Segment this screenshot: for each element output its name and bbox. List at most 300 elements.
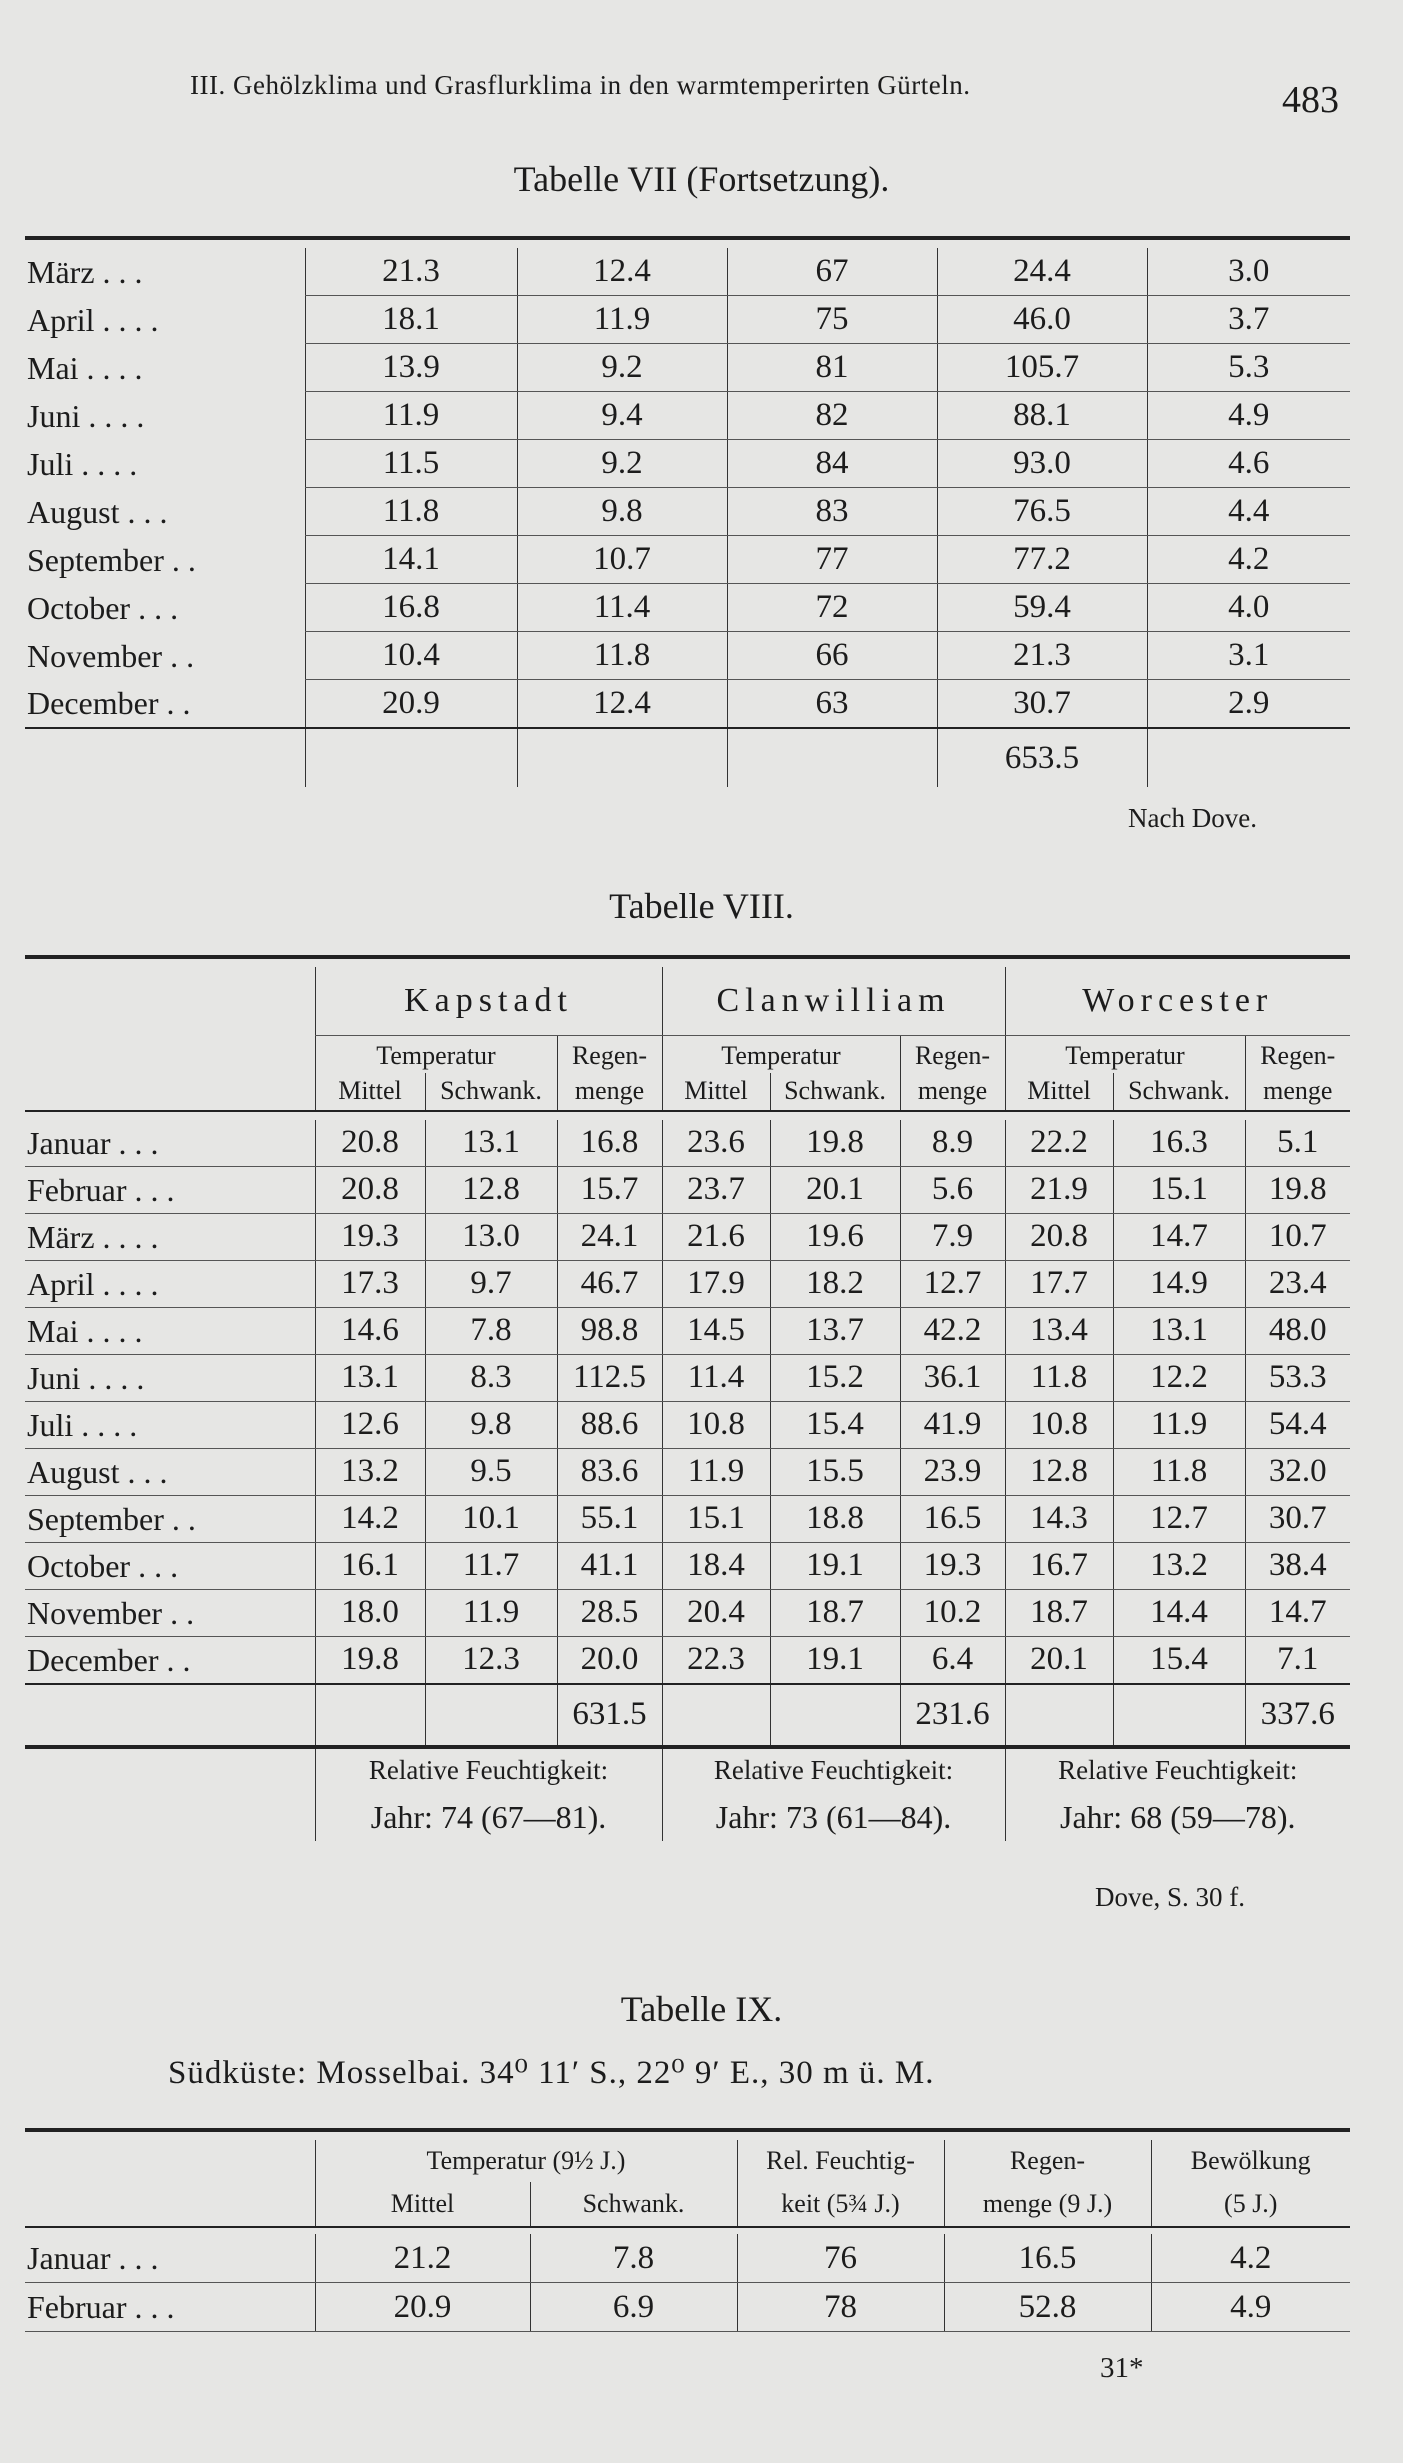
table8 (25, 955, 1350, 1841)
empty-cell (25, 1684, 315, 1747)
table-cell: 53.3 (1245, 1354, 1350, 1401)
table-cell: 11.9 (1113, 1401, 1245, 1448)
table-cell: 14.5 (662, 1307, 770, 1354)
temperature-header: Temperatur (315, 1036, 557, 1073)
month-label: Mai . . . . (27, 349, 143, 386)
table-cell: 22.2 (1005, 1120, 1113, 1167)
empty-cell (727, 728, 937, 787)
table-cell: 23.6 (662, 1120, 770, 1167)
table-cell: 72 (727, 584, 937, 632)
table-cell: 11.8 (517, 632, 727, 680)
table-cell: 13.2 (315, 1448, 425, 1495)
table-cell: 46.0 (937, 296, 1147, 344)
table-cell: 14.2 (315, 1495, 425, 1542)
cloud-header: Bewölkung (1151, 2140, 1350, 2182)
table-cell: 7.8 (530, 2234, 737, 2283)
table-cell: 4.6 (1147, 440, 1350, 488)
table-cell: 20.8 (315, 1166, 425, 1213)
month-label: März . . . (27, 253, 143, 290)
table-row (25, 2283, 1350, 2332)
month-label: Juni . . . . (27, 397, 145, 434)
mittel-header: Mittel (315, 1073, 425, 1111)
empty-cell (315, 1684, 425, 1747)
table-cell: 55.1 (557, 1495, 662, 1542)
table-cell: 2.9 (1147, 680, 1350, 729)
spacer (25, 1111, 1350, 1120)
table-cell: 19.3 (900, 1542, 1005, 1589)
empty-cell (517, 728, 727, 787)
table-cell: 13.4 (1005, 1307, 1113, 1354)
table-cell: 6.9 (530, 2283, 737, 2332)
empty-cell (1147, 728, 1350, 787)
month-label: November . . (25, 1589, 315, 1636)
table-cell: 76 (737, 2234, 944, 2283)
table-cell: 21.3 (937, 632, 1147, 680)
table-cell: 4.2 (1151, 2234, 1350, 2283)
table-cell: 14.7 (1245, 1589, 1350, 1636)
table-cell: 19.8 (770, 1120, 900, 1167)
table-row (25, 2234, 1350, 2283)
table-row (25, 680, 1350, 729)
table-cell: 7.1 (1245, 1636, 1350, 1684)
table-cell: 12.2 (1113, 1354, 1245, 1401)
table-cell: 54.4 (1245, 1401, 1350, 1448)
table-cell: 16.7 (1005, 1542, 1113, 1589)
month-label: August . . . (27, 493, 168, 530)
table-cell: 5.6 (900, 1166, 1005, 1213)
table-cell: 7.8 (425, 1307, 557, 1354)
top-rule (25, 238, 1350, 248)
table-row (25, 1636, 1350, 1684)
table-cell: 3.7 (1147, 296, 1350, 344)
empty-cell (1113, 1684, 1245, 1747)
table-cell: 41.1 (557, 1542, 662, 1589)
month-label: December . . (25, 1636, 315, 1684)
month-label: Juni . . . . (25, 1354, 315, 1401)
table-cell: 83.6 (557, 1448, 662, 1495)
table-cell: 24.4 (937, 248, 1147, 296)
table-row (25, 248, 1350, 296)
month-label: October . . . (25, 1542, 315, 1589)
rel-humidity-label: Relative Feuchtigkeit: (662, 1747, 1005, 1793)
table-cell: 48.0 (1245, 1307, 1350, 1354)
table-cell: 6.4 (900, 1636, 1005, 1684)
table-cell: 46.7 (557, 1260, 662, 1307)
table-cell: 59.4 (937, 584, 1147, 632)
table-cell: 82 (727, 392, 937, 440)
month-label: Januar . . . (25, 1120, 315, 1167)
table-cell: 77.2 (937, 536, 1147, 584)
month-label: Juli . . . . (27, 445, 138, 482)
month-label: Januar . . . (25, 2234, 315, 2283)
month-label: Juli . . . . (25, 1401, 315, 1448)
table-cell: 36.1 (900, 1354, 1005, 1401)
table-cell: 78 (737, 2283, 944, 2332)
table7-top-rule (25, 238, 1350, 248)
table-row (25, 1354, 1350, 1401)
table-cell: 41.9 (900, 1401, 1005, 1448)
table-cell: 18.7 (1005, 1589, 1113, 1636)
table-cell: 11.4 (517, 584, 727, 632)
table-cell: 17.7 (1005, 1260, 1113, 1307)
table-cell: 83 (727, 488, 937, 536)
table-cell: 66 (727, 632, 937, 680)
table-cell: 16.8 (557, 1120, 662, 1167)
table-row (25, 488, 1350, 536)
rel-humidity-header: Rel. Feuchtig- (737, 2140, 944, 2182)
table-cell: 20.8 (1005, 1213, 1113, 1260)
table-cell: 12.4 (517, 680, 727, 729)
table-cell: 13.7 (770, 1307, 900, 1354)
table-cell: 18.4 (662, 1542, 770, 1589)
table-cell: 4.2 (1147, 536, 1350, 584)
temperature-header: Temperatur (9½ J.) (315, 2140, 737, 2182)
table-row (25, 1542, 1350, 1589)
table-cell: 20.0 (557, 1636, 662, 1684)
schwank-header: Schwank. (1113, 1073, 1245, 1111)
month-label: December . . (27, 685, 191, 722)
table8-caption: Tabelle VIII. (609, 886, 794, 926)
mittel-header: Mittel (315, 2182, 530, 2227)
table-cell: 88.1 (937, 392, 1147, 440)
table-cell: 14.1 (305, 536, 517, 584)
table-cell: 10.8 (1005, 1401, 1113, 1448)
column-header-row-1 (25, 1036, 1350, 1073)
table-cell: 30.7 (1245, 1495, 1350, 1542)
table-cell: 9.8 (425, 1401, 557, 1448)
table9-body (25, 2130, 1350, 2332)
table-cell: 13.1 (425, 1120, 557, 1167)
table-cell: 7.9 (900, 1213, 1005, 1260)
table-cell: 14.4 (1113, 1589, 1245, 1636)
table-cell: 19.1 (770, 1636, 900, 1684)
month-label: September . . (27, 541, 196, 578)
table-cell: 15.4 (1113, 1636, 1245, 1684)
page-number: 483 (1282, 79, 1339, 121)
table-cell: 42.2 (900, 1307, 1005, 1354)
table-row (25, 392, 1350, 440)
table-cell: 75 (727, 296, 937, 344)
empty-cell (1005, 1684, 1113, 1747)
table-cell: 14.7 (1113, 1213, 1245, 1260)
empty-cell (25, 1793, 315, 1841)
table-cell: 14.9 (1113, 1260, 1245, 1307)
total-value: 231.6 (900, 1684, 1005, 1747)
table-cell: 4.9 (1147, 392, 1350, 440)
table-cell: 63 (727, 680, 937, 729)
month-label: October . . . (27, 589, 179, 626)
top-rule (25, 2130, 1350, 2140)
table-cell: 20.9 (305, 680, 517, 729)
table-cell: 32.0 (1245, 1448, 1350, 1495)
table-cell: 98.8 (557, 1307, 662, 1354)
table-cell: 18.2 (770, 1260, 900, 1307)
month-label: April . . . . (27, 301, 159, 338)
table-cell: 10.2 (900, 1589, 1005, 1636)
table-cell: 21.2 (315, 2234, 530, 2283)
rel-value-row (25, 1793, 1350, 1841)
table-cell: 20.4 (662, 1589, 770, 1636)
table-cell: 10.7 (517, 536, 727, 584)
table-cell: 13.2 (1113, 1542, 1245, 1589)
table-cell: 23.4 (1245, 1260, 1350, 1307)
total-value: 337.6 (1245, 1684, 1350, 1747)
table-cell: 77 (727, 536, 937, 584)
table9 (25, 2128, 1350, 2332)
empty-cell (25, 1747, 315, 1793)
table9-top-rule (25, 2130, 1350, 2140)
empty-cell (25, 1036, 315, 1073)
table-cell: 18.8 (770, 1495, 900, 1542)
table-cell: 21.6 (662, 1213, 770, 1260)
table-cell: 10.7 (1245, 1213, 1350, 1260)
table-row (25, 1260, 1350, 1307)
rel-humidity-label: Relative Feuchtigkeit: (315, 1747, 662, 1793)
table-cell: 16.5 (944, 2234, 1151, 2283)
station-name: Worcester (1005, 967, 1350, 1036)
table-row (25, 536, 1350, 584)
month-label: September . . (25, 1495, 315, 1542)
rel-humidity-value: Jahr: 68 (59—78). (1005, 1793, 1350, 1841)
table-cell: 15.1 (1113, 1166, 1245, 1213)
table-cell: 18.1 (305, 296, 517, 344)
table-cell: 5.3 (1147, 344, 1350, 392)
table-row (25, 296, 1350, 344)
table-cell: 93.0 (937, 440, 1147, 488)
signature-mark: 31* (1100, 2352, 1144, 2384)
table-cell: 11.9 (517, 296, 727, 344)
table-cell: 19.1 (770, 1542, 900, 1589)
empty-cell (25, 967, 315, 1036)
table-cell: 16.5 (900, 1495, 1005, 1542)
table-cell: 18.0 (315, 1589, 425, 1636)
temperature-header: Temperatur (1005, 1036, 1245, 1073)
table-cell: 76.5 (937, 488, 1147, 536)
table-cell: 12.7 (1113, 1495, 1245, 1542)
table-cell: 28.5 (557, 1589, 662, 1636)
table-cell: 13.0 (425, 1213, 557, 1260)
table-cell: 13.9 (305, 344, 517, 392)
table-cell: 88.6 (557, 1401, 662, 1448)
month-label: April . . . . (25, 1260, 315, 1307)
rain-header: Regen- (900, 1036, 1005, 1073)
schwank-header: Schwank. (530, 2182, 737, 2227)
table-cell: 15.5 (770, 1448, 900, 1495)
table-row (25, 1166, 1350, 1213)
table-row (25, 1448, 1350, 1495)
table9-caption: Tabelle IX. (620, 1989, 783, 2029)
month-label: Mai . . . . (25, 1307, 315, 1354)
rel-humidity-label: Relative Feuchtigkeit: (1005, 1747, 1350, 1793)
table-cell: 11.8 (305, 488, 517, 536)
table8-body (25, 957, 1350, 1841)
table-cell: 10.4 (305, 632, 517, 680)
table-cell: 8.9 (900, 1120, 1005, 1167)
spacer-row (25, 1111, 1350, 1120)
table-cell: 19.6 (770, 1213, 900, 1260)
table-row (25, 1307, 1350, 1354)
rain-header-2: menge (9 J.) (944, 2182, 1151, 2227)
empty-cell (25, 2182, 315, 2227)
table-cell: 17.9 (662, 1260, 770, 1307)
table-cell: 16.1 (315, 1542, 425, 1589)
table-cell: 23.7 (662, 1166, 770, 1213)
table-cell: 15.4 (770, 1401, 900, 1448)
table-cell: 11.8 (1113, 1448, 1245, 1495)
table7 (25, 236, 1350, 787)
table-cell: 67 (727, 248, 937, 296)
table-cell: 38.4 (1245, 1542, 1350, 1589)
table-cell: 12.6 (315, 1401, 425, 1448)
table-cell: 9.2 (517, 440, 727, 488)
table-row (25, 344, 1350, 392)
station-header-row (25, 967, 1350, 1036)
rain-header-2: menge (1245, 1073, 1350, 1111)
table-cell: 19.3 (315, 1213, 425, 1260)
rain-header-2: menge (900, 1073, 1005, 1111)
schwank-header: Schwank. (770, 1073, 900, 1111)
total-value: 653.5 (937, 728, 1147, 787)
table9-header-row-2 (25, 2182, 1350, 2227)
table-cell: 30.7 (937, 680, 1147, 729)
table-cell: 9.2 (517, 344, 727, 392)
table-cell: 11.5 (305, 440, 517, 488)
table-cell: 16.8 (305, 584, 517, 632)
table-cell: 15.7 (557, 1166, 662, 1213)
cloud-header-2: (5 J.) (1151, 2182, 1350, 2227)
table-row (25, 1495, 1350, 1542)
table8-total-row (25, 1684, 1350, 1747)
rel-label-row (25, 1747, 1350, 1793)
table-cell: 13.1 (315, 1354, 425, 1401)
table-cell: 4.4 (1147, 488, 1350, 536)
table9-header-row-1 (25, 2140, 1350, 2182)
empty-cell (25, 1073, 315, 1111)
table-cell: 23.9 (900, 1448, 1005, 1495)
table-cell: 18.7 (770, 1589, 900, 1636)
table7-source: Nach Dove. (1128, 803, 1257, 833)
schwank-header: Schwank. (425, 1073, 557, 1111)
rain-header: Regen- (557, 1036, 662, 1073)
table-cell: 10.8 (662, 1401, 770, 1448)
table-cell: 5.1 (1245, 1120, 1350, 1167)
month-label: Februar . . . (25, 1166, 315, 1213)
table-cell: 12.8 (425, 1166, 557, 1213)
table-cell: 9.7 (425, 1260, 557, 1307)
table-row (25, 1401, 1350, 1448)
table-cell: 21.9 (1005, 1166, 1113, 1213)
table-cell: 9.8 (517, 488, 727, 536)
table-cell: 19.8 (1245, 1166, 1350, 1213)
table-cell: 20.1 (770, 1166, 900, 1213)
table-cell: 12.8 (1005, 1448, 1113, 1495)
table-cell: 8.3 (425, 1354, 557, 1401)
table7-caption: Tabelle VII (Fortsetzung). (513, 159, 890, 199)
running-header: III. Gehölzklima und Grasflurklima in den warmtemperirten Gürteln. (190, 70, 971, 100)
column-header-row-2 (25, 1073, 1350, 1111)
rel-humidity-value: Jahr: 74 (67—81). (315, 1793, 662, 1841)
total-value: 631.5 (557, 1684, 662, 1747)
table7-body (25, 238, 1350, 787)
table-cell: 14.6 (315, 1307, 425, 1354)
month-label: August . . . (25, 1448, 315, 1495)
table-cell: 12.3 (425, 1636, 557, 1684)
table-cell: 81 (727, 344, 937, 392)
table-cell: 15.1 (662, 1495, 770, 1542)
table-row (25, 1120, 1350, 1167)
empty-cell (25, 2140, 315, 2182)
table-cell: 11.9 (662, 1448, 770, 1495)
table8-top-rule (25, 957, 1350, 967)
empty-cell (662, 1684, 770, 1747)
rain-header: Regen- (944, 2140, 1151, 2182)
table-cell: 10.1 (425, 1495, 557, 1542)
table-row (25, 1589, 1350, 1636)
table-cell: 15.2 (770, 1354, 900, 1401)
table-cell: 4.0 (1147, 584, 1350, 632)
month-label: November . . (27, 637, 195, 674)
table-cell: 21.3 (305, 248, 517, 296)
table-cell: 19.8 (315, 1636, 425, 1684)
table-cell: 84 (727, 440, 937, 488)
month-label: Februar . . . (25, 2283, 315, 2332)
table-cell: 11.8 (1005, 1354, 1113, 1401)
spacer (25, 2227, 1350, 2234)
table-cell: 11.4 (662, 1354, 770, 1401)
table-cell: 3.0 (1147, 248, 1350, 296)
station-name: Kapstadt (315, 967, 662, 1036)
table-cell: 52.8 (944, 2283, 1151, 2332)
table-cell: 20.9 (315, 2283, 530, 2332)
month-label: März . . . . (25, 1213, 315, 1260)
empty-cell (425, 1684, 557, 1747)
temperature-header: Temperatur (662, 1036, 900, 1073)
empty-cell (25, 728, 305, 787)
table8-source: Dove, S. 30 f. (1095, 1882, 1245, 1912)
mittel-header: Mittel (1005, 1073, 1113, 1111)
table-row (25, 584, 1350, 632)
rain-header-2: menge (557, 1073, 662, 1111)
empty-cell (770, 1684, 900, 1747)
table-cell: 11.9 (305, 392, 517, 440)
spacer-row (25, 2227, 1350, 2234)
table-cell: 17.3 (315, 1260, 425, 1307)
table-cell: 24.1 (557, 1213, 662, 1260)
rel-humidity-value: Jahr: 73 (61—84). (662, 1793, 1005, 1841)
table-row (25, 1213, 1350, 1260)
table-row (25, 632, 1350, 680)
table-cell: 13.1 (1113, 1307, 1245, 1354)
rain-header: Regen- (1245, 1036, 1350, 1073)
mittel-header: Mittel (662, 1073, 770, 1111)
table-cell: 12.4 (517, 248, 727, 296)
table-cell: 4.9 (1151, 2283, 1350, 2332)
table7-total-row (25, 728, 1350, 787)
table-cell: 11.9 (425, 1589, 557, 1636)
table-cell: 9.5 (425, 1448, 557, 1495)
table-cell: 22.3 (662, 1636, 770, 1684)
top-rule (25, 957, 1350, 967)
table9-subtitle: Südküste: Mosselbai. 34⁰ 11′ S., 22⁰ 9′ E., 30 m ü. M. (168, 2055, 935, 2091)
table-row (25, 440, 1350, 488)
table-cell: 9.4 (517, 392, 727, 440)
station-name: Clanwilliam (662, 967, 1005, 1036)
table-cell: 16.3 (1113, 1120, 1245, 1167)
table-cell: 14.3 (1005, 1495, 1113, 1542)
table-cell: 12.7 (900, 1260, 1005, 1307)
table-cell: 3.1 (1147, 632, 1350, 680)
table-cell: 20.1 (1005, 1636, 1113, 1684)
